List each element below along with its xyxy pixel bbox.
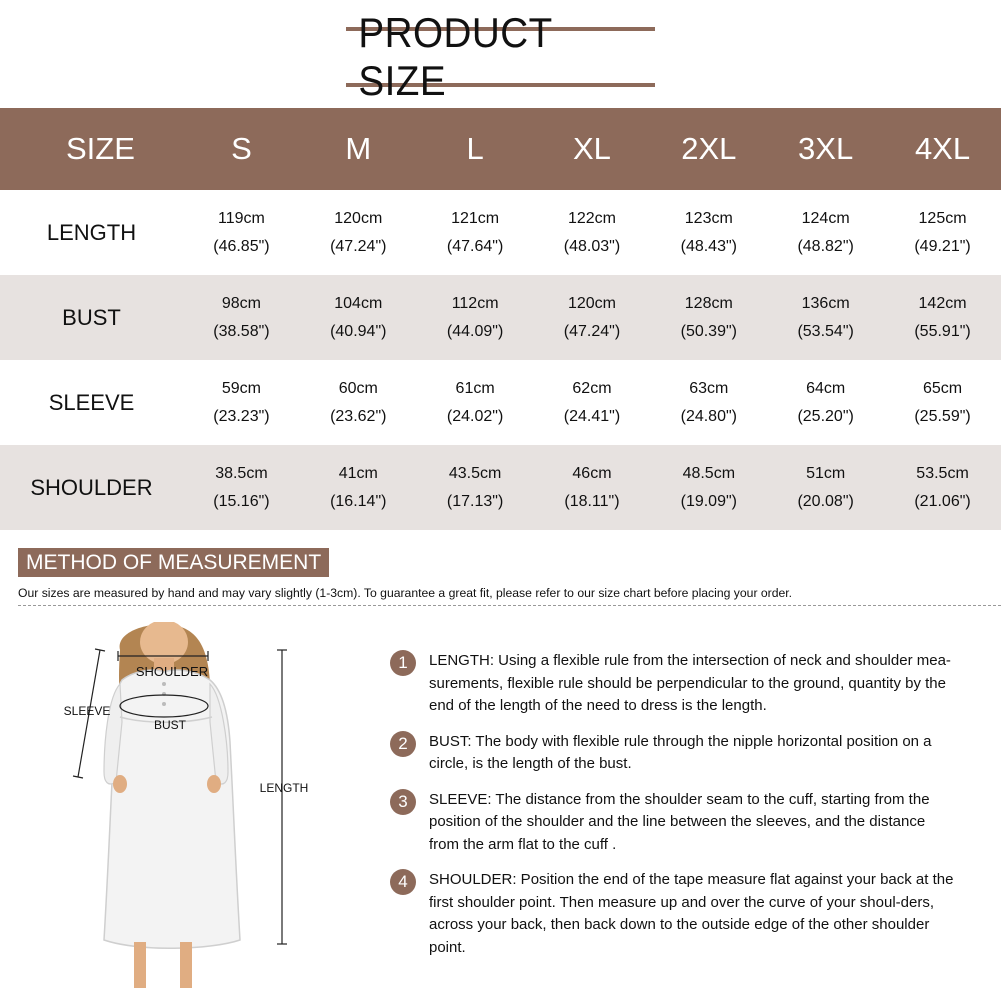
cm-value: 124cm xyxy=(801,209,850,227)
length-label: LENGTH xyxy=(259,781,309,795)
inch-value: (47.64") xyxy=(446,237,504,255)
cm-value: 142cm xyxy=(918,294,967,312)
table-cell xyxy=(300,445,417,530)
inch-value: (40.94") xyxy=(330,322,387,340)
cm-value: 120cm xyxy=(334,209,383,227)
inch-value: (21.06") xyxy=(914,492,971,510)
inch-value: (18.11") xyxy=(564,492,620,510)
inch-value: (44.09") xyxy=(446,322,504,340)
table-cell xyxy=(183,360,300,445)
header-4xl: 4XL xyxy=(884,108,1001,190)
cm-value: 122cm xyxy=(567,209,616,227)
bust-label: BUST xyxy=(153,718,187,732)
inch-value: (25.20") xyxy=(797,407,854,425)
face-shape xyxy=(140,622,188,664)
inch-value: (48.43") xyxy=(680,237,737,255)
row-label: SHOULDER xyxy=(0,445,183,530)
row-label: LENGTH xyxy=(46,219,137,245)
table-cell xyxy=(300,275,417,360)
table-cell xyxy=(767,275,884,360)
table-row xyxy=(0,275,1001,360)
measurement-steps xyxy=(390,650,990,972)
table-cell xyxy=(650,190,767,275)
table-cell xyxy=(183,445,300,530)
cm-value: 125cm xyxy=(918,209,967,227)
cm-value: 46cm xyxy=(572,464,612,482)
cm-value: 61cm xyxy=(455,379,495,397)
step-text: BUST: The body with flexible rule through the nipple horizontal position on a circle, is the length of the bust. xyxy=(429,732,932,772)
step-length xyxy=(390,650,990,718)
table-cell xyxy=(534,275,651,360)
step-sleeve xyxy=(390,789,990,857)
step-number: 4 xyxy=(390,869,416,895)
inch-value: (24.02") xyxy=(446,407,504,425)
header-xl: XL xyxy=(534,108,651,190)
inch-value: (55.91") xyxy=(914,322,971,340)
step-text: LENGTH: Using a flexible rule from the intersection of neck and shoulder mea-surements, flexible rule should be perpendicular to the ground, quantity by the end of the length of the need to dress is the length. xyxy=(429,652,951,714)
inch-value: (23.23") xyxy=(213,407,270,425)
shoulder-label: SHOULDER xyxy=(135,664,209,679)
step-bust xyxy=(390,731,990,776)
size-table xyxy=(0,108,1001,530)
inch-value: (47.24") xyxy=(563,322,621,340)
table-cell xyxy=(534,445,651,530)
step-shoulder xyxy=(390,869,990,959)
inch-value: (50.39") xyxy=(680,322,737,340)
row-label: SLEEVE xyxy=(48,389,135,415)
inch-value: (23.62") xyxy=(330,407,387,425)
table-cell xyxy=(767,445,884,530)
cm-value: 51cm xyxy=(806,464,846,482)
dress-figure xyxy=(60,622,340,994)
cm-value: 48.5cm xyxy=(682,464,736,482)
inch-value: (48.82") xyxy=(797,237,854,255)
cm-value: 59cm xyxy=(221,379,261,397)
inch-value: (15.16") xyxy=(213,492,270,510)
cm-value: 119cm xyxy=(218,209,265,227)
table-cell xyxy=(183,190,300,275)
table-cell xyxy=(884,190,1001,275)
cm-value: 123cm xyxy=(684,209,733,227)
table-cell xyxy=(884,360,1001,445)
inch-value: (17.13") xyxy=(446,492,504,510)
step-text: SHOULDER: Position the end of the tape measure flat against your back at the first shoulder point. Then measure up and over the curve of your shoul-ders, across your back, then back down to the outside edge of the other shoulder point. xyxy=(429,871,954,956)
inch-value: (25.59") xyxy=(914,407,971,425)
method-heading: METHOD OF MEASUREMENT xyxy=(18,548,329,577)
table-cell xyxy=(534,360,651,445)
inch-value: (16.14") xyxy=(330,492,387,510)
header-size: SIZE xyxy=(0,108,183,190)
inch-value: (19.09") xyxy=(680,492,737,510)
cm-value: 104cm xyxy=(334,294,383,312)
inch-value: (38.58") xyxy=(213,322,270,340)
inch-value: (46.85") xyxy=(213,237,270,255)
step-text: SLEEVE: The distance from the shoulder seam to the cuff, starting from the position of the shoulder and the line between the sleeves, and the distance from the arm flat to the cuff . xyxy=(429,790,930,853)
table-cell xyxy=(300,360,417,445)
header-s: S xyxy=(183,108,300,190)
header-l: L xyxy=(417,108,534,190)
cm-value: 63cm xyxy=(689,379,729,397)
table-cell xyxy=(650,275,767,360)
table-cell xyxy=(650,360,767,445)
table-cell xyxy=(417,445,534,530)
table-cell xyxy=(884,275,1001,360)
table-row xyxy=(0,190,1001,275)
page-title: PRODUCT SIZE xyxy=(358,9,552,104)
cm-value: 120cm xyxy=(567,294,616,312)
table-cell xyxy=(650,445,767,530)
table-cell xyxy=(300,190,417,275)
cm-value: 60cm xyxy=(338,379,378,397)
inch-value: (20.08") xyxy=(797,492,854,510)
table-cell xyxy=(183,275,300,360)
inch-value: (49.21") xyxy=(914,237,971,255)
cm-value: 64cm xyxy=(806,379,846,397)
step-number: 2 xyxy=(390,731,416,757)
cm-value: 38.5cm xyxy=(215,464,268,482)
inch-value: (24.41") xyxy=(563,407,621,425)
dashed-divider xyxy=(18,605,1001,606)
header-3xl: 3XL xyxy=(767,108,884,190)
inch-value: (24.80") xyxy=(680,407,737,425)
cm-value: 53.5cm xyxy=(916,464,969,482)
sleeve-label: SLEEVE xyxy=(63,704,111,718)
cm-value: 41cm xyxy=(338,464,378,482)
table-cell xyxy=(534,190,651,275)
table-cell xyxy=(417,360,534,445)
inch-value: (53.54") xyxy=(797,322,854,340)
table-cell xyxy=(884,445,1001,530)
cm-value: 112cm xyxy=(451,294,499,312)
cm-value: 128cm xyxy=(684,294,733,312)
cm-value: 136cm xyxy=(801,294,850,312)
table-row xyxy=(0,445,1001,530)
measurement-note: Our sizes are measured by hand and may vary slightly (1-3cm). To guarantee a great fit, please refer to our size chart before placing your order. xyxy=(18,586,793,600)
cm-value: 98cm xyxy=(221,294,261,312)
cm-value: 43.5cm xyxy=(448,464,502,482)
dress-illustration xyxy=(60,622,340,994)
header-2xl: 2XL xyxy=(650,108,767,190)
inch-value: (47.24") xyxy=(330,237,387,255)
row-label: BUST xyxy=(0,275,183,360)
size-header-row xyxy=(0,108,1001,190)
cm-value: 121cm xyxy=(451,209,500,227)
table-cell xyxy=(417,190,534,275)
step-number: 3 xyxy=(390,789,416,815)
table-cell xyxy=(417,275,534,360)
header-m: M xyxy=(300,108,417,190)
cm-value: 65cm xyxy=(922,379,963,397)
title-frame xyxy=(346,9,655,104)
table-cell xyxy=(767,360,884,445)
inch-value: (48.03") xyxy=(563,237,621,255)
table-cell xyxy=(767,190,884,275)
table-row xyxy=(0,360,1001,445)
step-number: 1 xyxy=(390,650,416,676)
cm-value: 62cm xyxy=(572,379,612,397)
